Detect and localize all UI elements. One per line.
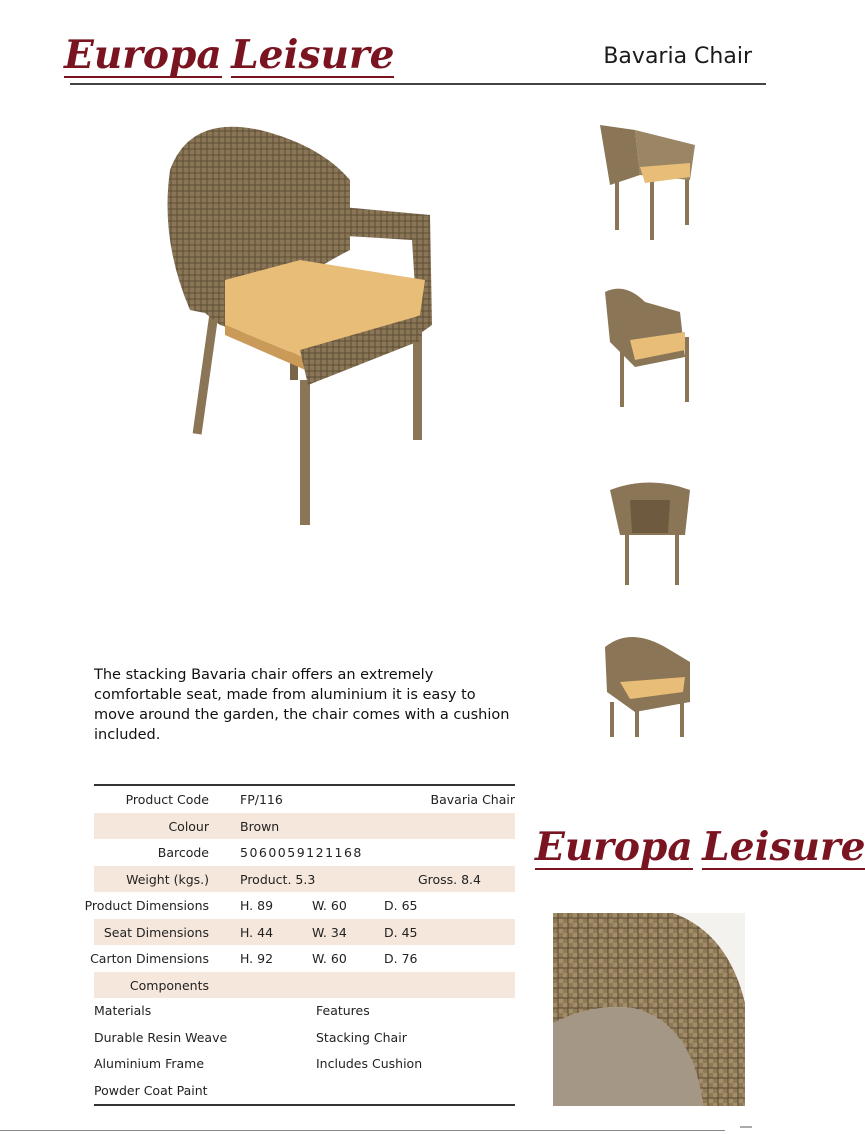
materials-features: [94, 998, 515, 1106]
spec-value-product: Product. 5.3: [240, 871, 316, 887]
spec-row-components: [94, 972, 515, 999]
features-column: [316, 998, 422, 1078]
thumbnail-image[interactable]: [595, 282, 705, 412]
spec-label: Carton Dimensions: [90, 951, 209, 966]
spec-label: Seat Dimensions: [103, 924, 209, 940]
spec-value-w: W. 60: [312, 951, 347, 966]
brand-logo-secondary: [535, 824, 865, 870]
spec-value-d: D. 45: [384, 924, 418, 940]
material-item: Powder Coat Paint: [94, 1082, 208, 1098]
feature-item: Includes Cushion: [316, 1056, 423, 1071]
weave-closeup-image: [553, 913, 745, 1106]
spec-label: Barcode: [157, 845, 209, 860]
brand-logo: [64, 32, 395, 78]
logo-word-2: Leisure: [702, 824, 865, 870]
materials-column: [94, 998, 227, 1104]
spec-row-product-dimensions: [84, 892, 515, 919]
material-item: Durable Resin Weave: [94, 1029, 228, 1045]
spec-row-carton-dimensions: [90, 945, 515, 972]
spec-row-seat-dimensions: [94, 919, 515, 946]
thumbnail-image[interactable]: [595, 627, 705, 757]
thumbnail-image[interactable]: [595, 115, 705, 245]
product-description: The stacking Bavaria chair offers an extremely comfortable seat, made from aluminium it is easy to move around the garden, the chair comes with a cushion included.: [94, 667, 510, 743]
spec-label: Colour: [168, 818, 209, 834]
thumbnail-image[interactable]: [600, 475, 710, 605]
spec-label: Product Code: [125, 792, 209, 807]
spec-value-h: H. 44: [240, 924, 274, 940]
spec-value-gross: Gross. 8.4: [417, 871, 481, 887]
page-marker: [740, 1126, 752, 1128]
spec-value-w: W. 34: [312, 924, 347, 940]
page-title: Bavaria Chair: [603, 44, 752, 69]
spec-value: Brown: [240, 818, 280, 834]
spec-value-w: W. 60: [312, 898, 347, 913]
spec-row-barcode: [94, 839, 515, 866]
features-heading: Features: [316, 1003, 370, 1018]
spec-value: 5060059121168: [240, 845, 363, 860]
feature-item: Stacking Chair: [316, 1029, 407, 1045]
logo-word-1: Europa: [64, 32, 222, 78]
spec-value-h: H. 89: [240, 898, 274, 913]
main-product-image: [150, 110, 450, 530]
spec-row-weight: [94, 866, 515, 893]
header-divider: [70, 83, 766, 85]
spec-label: Components: [129, 977, 209, 993]
spec-table: [84, 784, 515, 998]
spec-label: Product Dimensions: [84, 898, 209, 913]
spec-row-colour: [94, 813, 515, 840]
spec-value: FP/116: [240, 792, 283, 807]
materials-heading: Materials: [94, 1003, 152, 1018]
spec-value-h: H. 92: [240, 951, 274, 966]
logo-word-1: Europa: [535, 824, 693, 870]
spec-label: Weight (kgs.): [126, 871, 209, 887]
spec-value-right: Bavaria Chair: [430, 792, 515, 807]
logo-word-2: Leisure: [231, 32, 395, 78]
spec-value-d: D. 65: [384, 898, 418, 913]
material-item: Aluminium Frame: [94, 1056, 205, 1071]
footer-divider: [0, 1130, 725, 1131]
spec-row-product-code: [94, 786, 515, 813]
spec-value-d: D. 76: [384, 951, 418, 966]
